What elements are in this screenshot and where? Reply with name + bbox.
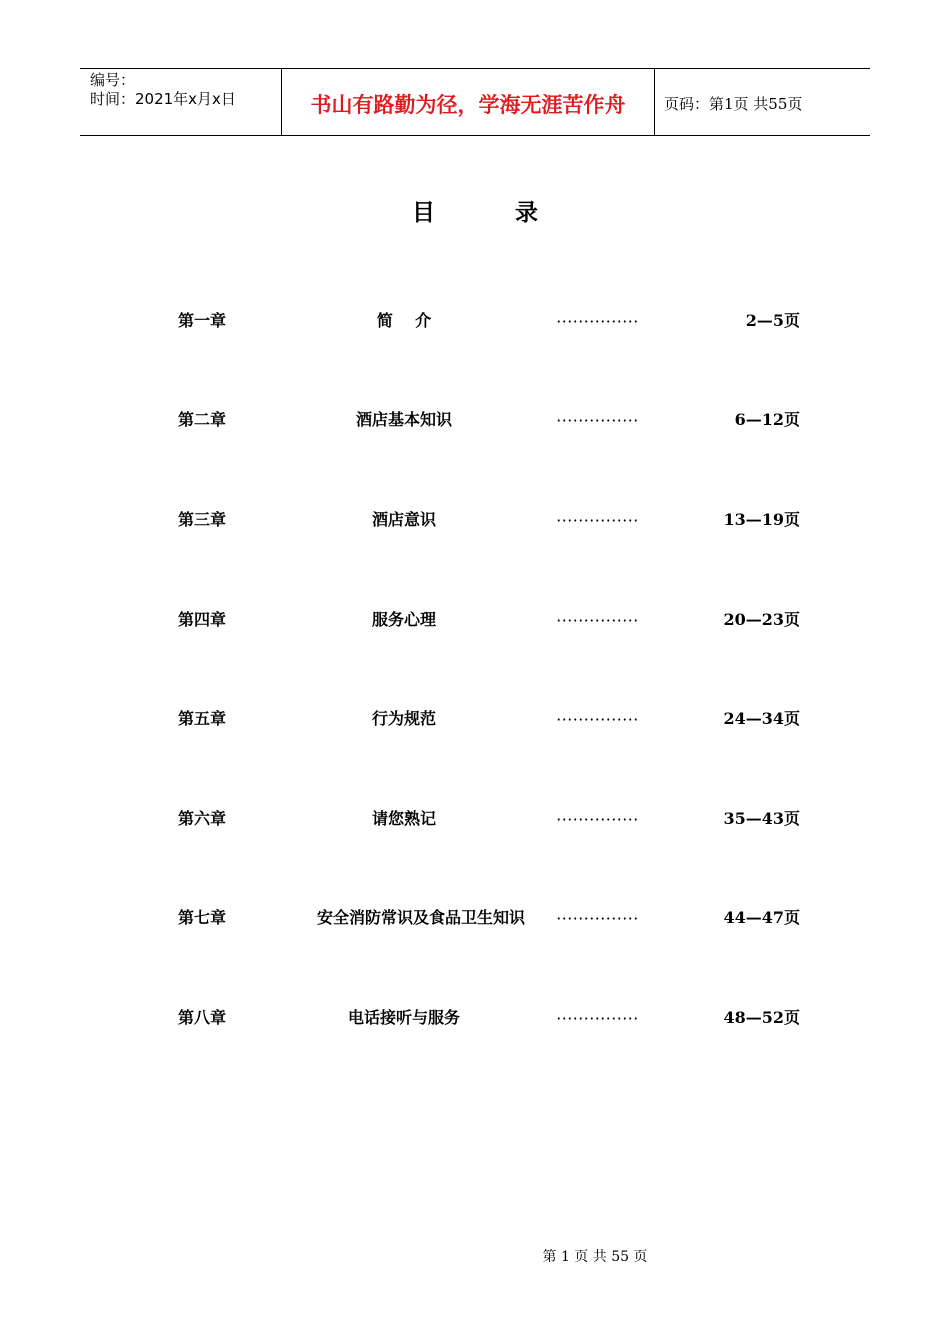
toc-page-range: 48—52页 bbox=[723, 1008, 800, 1027]
toc-row[interactable] bbox=[0, 807, 950, 831]
toc-leader-dots bbox=[556, 1017, 638, 1020]
toc-page-range: 2—5页 bbox=[745, 311, 800, 330]
toc-chapter-name: 酒店意识 bbox=[371, 510, 437, 529]
header-code-label: 编号： bbox=[90, 71, 136, 89]
toc-leader-dots bbox=[556, 718, 638, 721]
toc-row[interactable] bbox=[0, 608, 950, 632]
toc-chapter-name: 请您熟记 bbox=[371, 809, 437, 828]
header-motto: 书山有路勤为径，学海无涯苦作舟 bbox=[281, 69, 655, 135]
toc-page-range: 35—43页 bbox=[723, 809, 800, 828]
toc-leader-dots bbox=[556, 818, 638, 821]
toc-page-range: 24—34页 bbox=[723, 709, 800, 728]
toc-page-range: 13—19页 bbox=[723, 510, 800, 529]
toc-row[interactable] bbox=[0, 1006, 950, 1030]
header-page-info: 页码：第1页 共55页 bbox=[664, 94, 803, 113]
toc-chapter: 第三章 bbox=[178, 510, 227, 529]
toc-chapter: 第八章 bbox=[178, 1008, 227, 1027]
toc-row[interactable] bbox=[0, 508, 950, 532]
toc-leader-dots bbox=[556, 419, 638, 422]
toc-chapter-name: 简 介 bbox=[376, 311, 432, 330]
toc-row[interactable] bbox=[0, 408, 950, 432]
toc-chapter-name: 酒店基本知识 bbox=[355, 410, 453, 429]
toc-row[interactable] bbox=[0, 906, 950, 930]
toc-page-range: 6—12页 bbox=[734, 410, 800, 429]
header-meta bbox=[80, 69, 281, 135]
page-header bbox=[80, 68, 870, 136]
toc-chapter: 第六章 bbox=[178, 809, 227, 828]
toc-page-range: 44—47页 bbox=[723, 908, 800, 927]
toc-leader-dots bbox=[556, 320, 638, 323]
toc-chapter: 第五章 bbox=[178, 709, 227, 728]
toc-leader-dots bbox=[556, 519, 638, 522]
toc-title: 目 录 bbox=[411, 200, 539, 226]
toc-chapter-name: 安全消防常识及食品卫生知识 bbox=[316, 908, 526, 927]
toc-chapter-name: 服务心理 bbox=[371, 610, 437, 629]
toc-chapter: 第二章 bbox=[178, 410, 227, 429]
toc-chapter-name: 电话接听与服务 bbox=[347, 1008, 461, 1027]
toc-row[interactable] bbox=[0, 309, 950, 333]
toc-chapter-name: 行为规范 bbox=[371, 709, 437, 728]
toc-chapter: 第七章 bbox=[178, 908, 227, 927]
toc-chapter: 第四章 bbox=[178, 610, 227, 629]
toc-row[interactable] bbox=[0, 707, 950, 731]
toc-leader-dots bbox=[556, 619, 638, 622]
toc-leader-dots bbox=[556, 917, 638, 920]
header-date: 时间：2021年x月x日 bbox=[90, 90, 236, 108]
page-footer: 第 1 页 共 55 页 bbox=[542, 1249, 648, 1265]
toc-page-range: 20—23页 bbox=[723, 610, 800, 629]
toc-chapter: 第一章 bbox=[178, 311, 227, 330]
